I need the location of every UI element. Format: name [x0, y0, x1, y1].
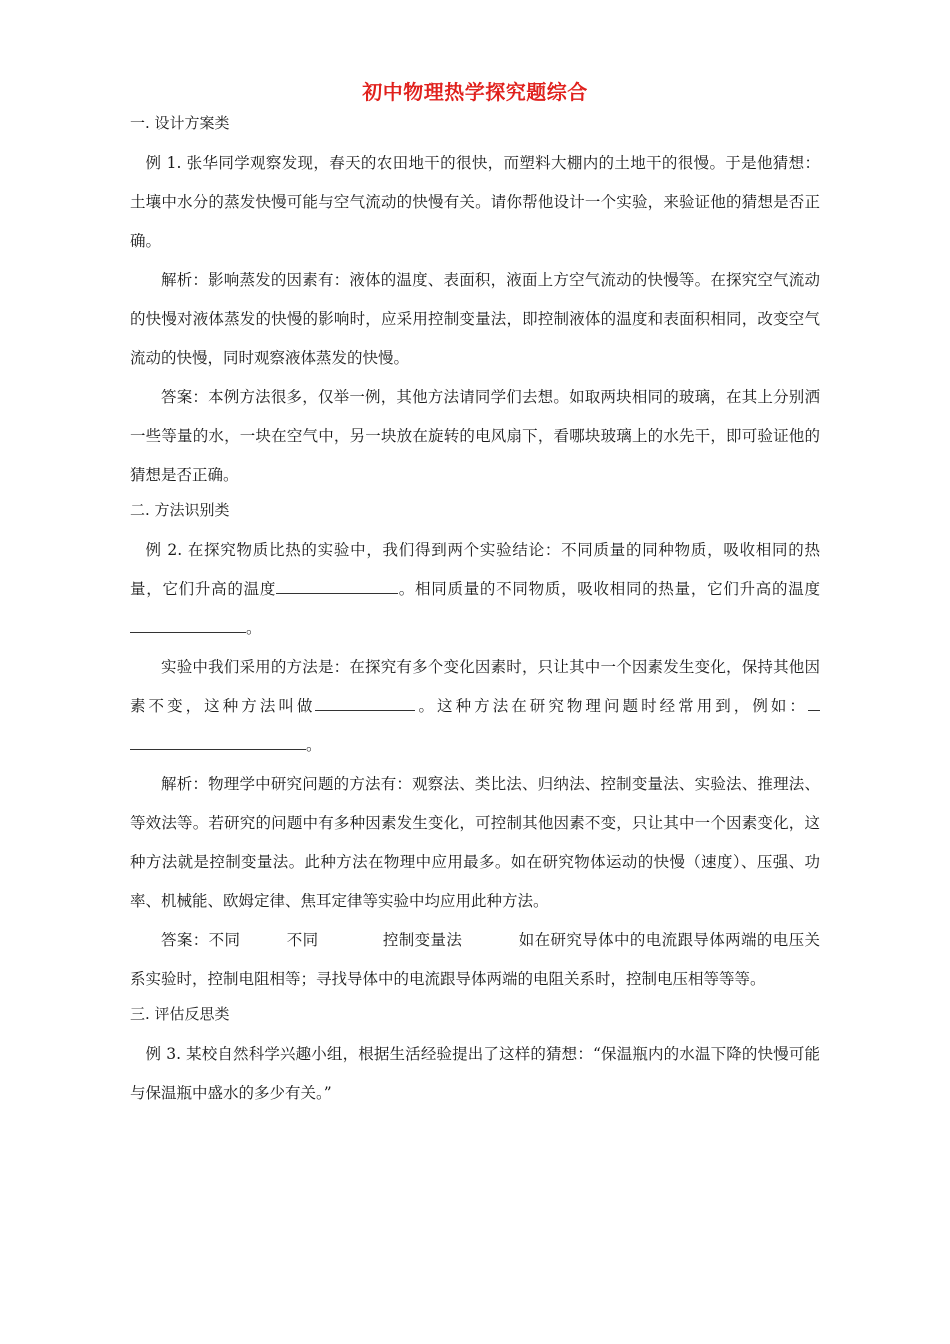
- answer-item-3: 控制变量法: [382, 931, 463, 949]
- answer-blank-1: [276, 575, 398, 594]
- answer-label: 答案：: [161, 931, 209, 949]
- example-2-text-b: 。相同质量的不同物质，吸收相同的热量，它们升高的温度: [398, 580, 820, 598]
- answer-item-2: 不同: [286, 931, 319, 949]
- answer-blank-3: [315, 692, 415, 711]
- answer-blank-4a: [808, 692, 820, 711]
- section-heading-design: 一. 设计方案类: [130, 114, 230, 132]
- example-1-analysis: 解析：影响蒸发的因素有：液体的温度、表面积，液面上方空气流动的快慢等。在探究空气流动的快慢对液体蒸发的快慢的影响时，应采用控制变量法，即控制液体的温度和表面积相同，改变空气流动的快慢，同时观察液体蒸发的快慢。: [130, 271, 820, 367]
- section-heading-evaluation: 三. 评估反思类: [130, 1005, 230, 1023]
- example-2-method: [130, 648, 820, 765]
- answer-item-1: 不同: [208, 931, 241, 949]
- document-title: 初中物理热学探究题综合: [362, 80, 588, 104]
- example-2-method-a: 实验中我们采用的方法是：在探究有多个变化因素时，只让其中一个因素发生变化，保持其他因素不变，这种方法叫做: [130, 658, 820, 715]
- answer-item-4: 如在研究导体中的电流跟导体两端的电压关系实验时，控制电阻相等；寻找导体中的电流跟导体两端的电阻关系时，控制电压相等等等。: [130, 931, 820, 988]
- example-2-question: [130, 531, 820, 648]
- example-3-question: 例 3. 某校自然科学兴趣小组，根据生活经验提出了这样的猜想：“保温瓶内的水温下降的快慢可能与保温瓶中盛水的多少有关。”: [130, 1045, 820, 1102]
- section-heading-method: 二. 方法识别类: [130, 501, 230, 519]
- example-2-analysis: 解析：物理学中研究问题的方法有：观察法、类比法、归纳法、控制变量法、实验法、推理法、等效法等。若研究的问题中有多种因素发生变化，可控制其他因素不变，只让其中一个因素变化，这种方法就是控制变量法。此种方法在物理中应用最多。如在研究物体运动的快慢（速度）、压强、功率、机械能、欧姆定律、焦耳定律等实验中均应用此种方法。: [130, 775, 820, 910]
- document-page: [130, 78, 820, 1113]
- example-1-question: 例 1. 张华同学观察发现，春天的农田地干的很快，而塑料大棚内的土地干的很慢。于是他猜想：土壤中水分的蒸发快慢可能与空气流动的快慢有关。请你帮他设计一个实验，来验证他的猜想是否正确。: [130, 154, 820, 250]
- example-1-answer: 答案：本例方法很多，仅举一例，其他方法请同学们去想。如取两块相同的玻璃，在其上分别洒一些等量的水，一块在空气中，另一块放在旋转的电风扇下，看哪块玻璃上的水先干，即可验证他的猜想是否正确。: [130, 388, 820, 484]
- example-2-text-c: 。: [246, 619, 262, 637]
- answer-blank-2: [130, 614, 246, 633]
- answer-blank-4b: [130, 731, 306, 750]
- example-2-method-c: 。: [306, 736, 322, 754]
- example-2-text-a: 例 2. 在探究物质比热的实验中，我们得到两个实验结论：不同质量的同种物质，吸收相同的热量，它们升高的温度: [130, 541, 820, 598]
- example-2-answer: [130, 921, 820, 999]
- example-2-method-b: 。这种方法在研究物理问题时经常用到，例如：: [415, 697, 808, 715]
